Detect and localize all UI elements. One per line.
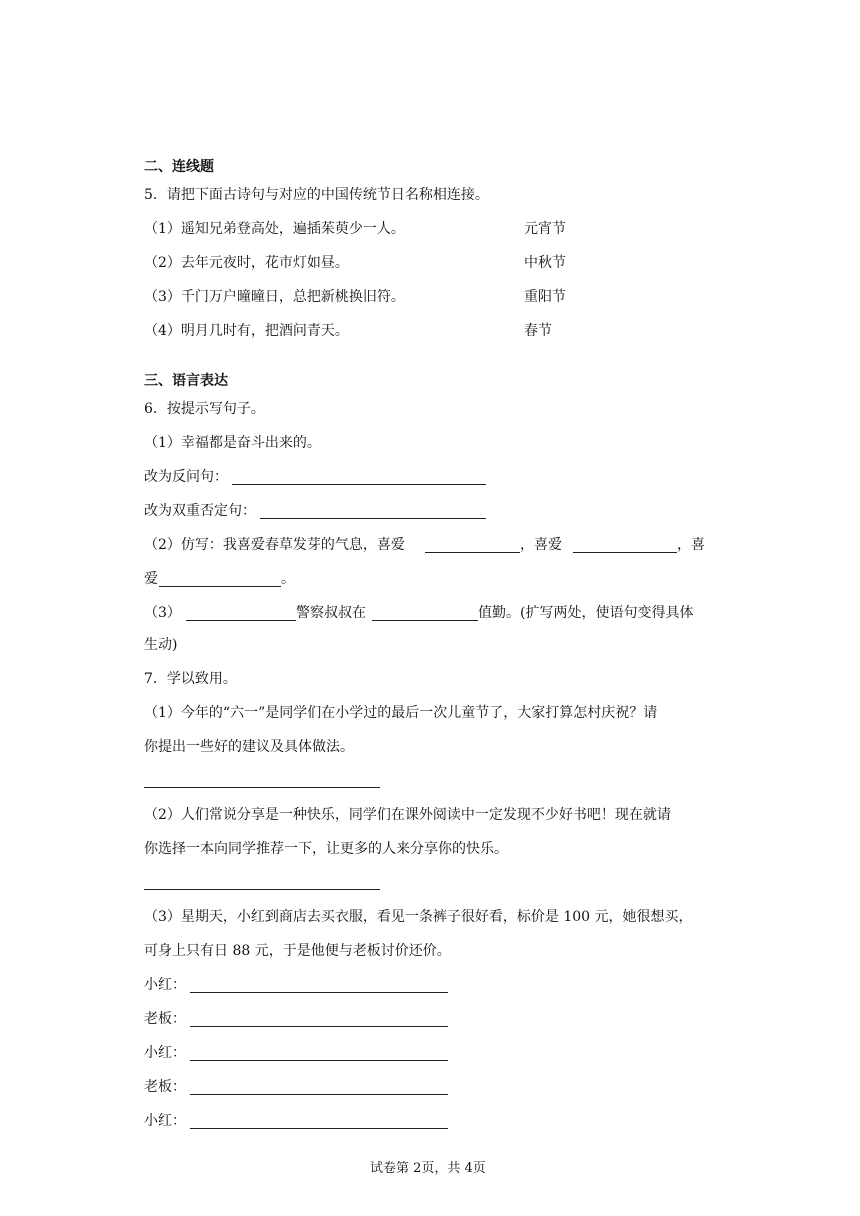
dialogue-speaker-xiaohong-1: 小红： <box>144 977 186 993</box>
q6-part2-text-e: 。 <box>281 571 295 587</box>
dialogue-answer-line-1[interactable] <box>190 992 448 993</box>
q5-poem-4: （4）明月几时有，把酒问青天。 <box>144 323 349 339</box>
section-heading-language: 三、语言表达 <box>144 373 228 389</box>
q6-part3-text-b: 警察叔叔在 <box>296 605 366 621</box>
q6-part2-blank-2[interactable] <box>573 552 677 553</box>
q5-festival-2: 中秋节 <box>524 255 566 271</box>
q6-part2-text-c: ，喜 <box>677 537 705 553</box>
dialogue-speaker-xiaohong-2: 小红： <box>144 1045 186 1061</box>
q6-part3-text-c: 值勤。(扩写两处，使语句变得具体 <box>478 605 694 621</box>
section-heading-matching: 二、连线题 <box>144 159 214 175</box>
q5-festival-3: 重阳节 <box>524 289 566 305</box>
q7-part1-answer-line[interactable] <box>144 787 380 788</box>
q6-part3-text-a: （3） <box>144 605 181 621</box>
page-footer: 试卷第 2页，共 4页 <box>370 1161 486 1176</box>
q7-part2-answer-line[interactable] <box>144 889 380 890</box>
q5-festival-1: 元宵节 <box>524 221 566 237</box>
q5-festival-4: 春节 <box>524 323 552 339</box>
q7-part2-line1: （2）人们常说分享是一种快乐，同学们在课外阅读中一定发现不少好书吧！现在就请 <box>144 807 671 823</box>
q6-part3-blank-2[interactable] <box>372 620 478 621</box>
q6-part2-blank-3[interactable] <box>159 586 281 587</box>
q7-part3-line1: （3）星期天，小红到商店去买衣服，看见一条裤子很好看，标价是 100 元，她很想买， <box>144 909 693 925</box>
q6-part2-text-b: ，喜爱 <box>520 537 562 553</box>
q7-part2-line2: 你选择一本向同学推荐一下，让更多的人来分享你的快乐。 <box>144 841 508 857</box>
q7-part1-line2: 你提出一些好的建议及具体做法。 <box>144 739 354 755</box>
q5-poem-2: （2）去年元夜时，花市灯如昼。 <box>144 255 349 271</box>
q5-poem-1: （1）遥知兄弟登高处，遍插茱萸少一人。 <box>144 221 405 237</box>
question-6-stem: 6．按提示写句子。 <box>144 401 265 417</box>
q7-part3-line2: 可身上只有日 88 元，于是他便与老板讨价还价。 <box>144 943 451 959</box>
q6-double-negative-label: 改为双重否定句： <box>144 503 256 519</box>
q6-part1-sentence: （1）幸福都是奋斗出来的。 <box>144 435 321 451</box>
question-7-stem: 7．学以致用。 <box>144 671 237 687</box>
q6-part2-text-a: （2）仿写：我喜爱春草发芽的气息，喜爱 <box>144 537 405 553</box>
q6-rhetorical-answer-line[interactable] <box>232 484 486 485</box>
dialogue-answer-line-4[interactable] <box>190 1094 448 1095</box>
dialogue-answer-line-5[interactable] <box>190 1128 448 1129</box>
question-5-stem: 5．请把下面古诗句与对应的中国传统节日名称相连接。 <box>144 187 489 203</box>
dialogue-speaker-boss-2: 老板： <box>144 1079 186 1095</box>
q6-part3-blank-1[interactable] <box>186 620 296 621</box>
q6-part2-text-d: 爱 <box>144 571 158 587</box>
q6-double-negative-answer-line[interactable] <box>260 518 486 519</box>
dialogue-answer-line-2[interactable] <box>190 1026 448 1027</box>
dialogue-speaker-boss-1: 老板： <box>144 1011 186 1027</box>
q5-poem-3: （3）千门万户曈曈日，总把新桃换旧符。 <box>144 289 405 305</box>
q6-rhetorical-label: 改为反问句： <box>144 469 228 485</box>
dialogue-speaker-xiaohong-3: 小红： <box>144 1113 186 1129</box>
q6-part3-text-d: 生动) <box>144 637 178 653</box>
q6-part2-blank-1[interactable] <box>425 552 520 553</box>
q7-part1-line1: （1）今年的“六一”是同学们在小学过的最后一次儿童节了，大家打算怎村庆祝？请 <box>144 705 658 721</box>
dialogue-answer-line-3[interactable] <box>190 1060 448 1061</box>
